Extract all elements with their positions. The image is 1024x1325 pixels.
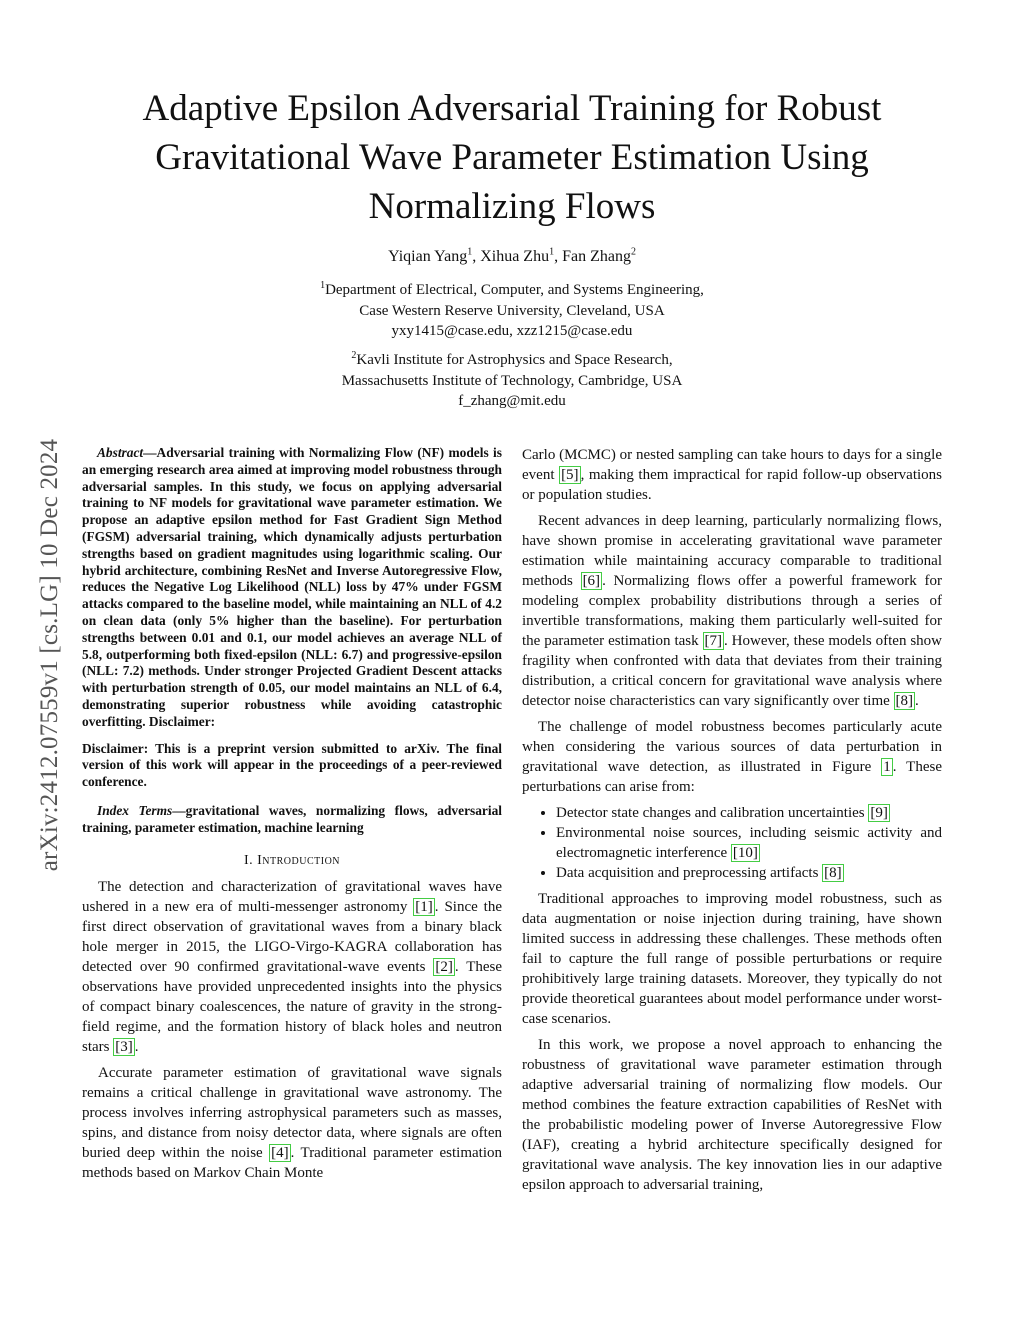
citation-link[interactable]: [8] [895, 693, 914, 709]
text-run: , making them impractical for rapid follow-up observations or population studies. [522, 467, 943, 503]
list-item-text: Environmental noise sources, including seismic activity and electromagnetic interference [556, 825, 942, 861]
author-name: Yiqian Yang [388, 248, 468, 265]
text-run: . These perturbations can arise from: [522, 759, 942, 795]
arxiv-identifier[interactable]: arXiv:2412.07559v1 [cs.LG] 10 Dec 2024 [36, 438, 63, 872]
list-item [556, 823, 942, 863]
abstract-label: Abstract [97, 445, 144, 460]
intro-paragraph-1 [82, 877, 502, 1057]
title-line: Gravitational Wave Parameter Estimation Using [155, 137, 869, 178]
affiliation-1 [80, 280, 944, 342]
list-item-text: Data acquisition and preprocessing artifacts [556, 865, 823, 881]
affiliation-mark: 2 [351, 350, 357, 361]
citation-link[interactable]: [9] [870, 805, 888, 821]
affiliation-email: yxy1415@case.edu, xzz1215@case.edu [391, 323, 633, 339]
abstract [82, 445, 502, 731]
right-column [522, 445, 942, 1201]
author-list: Yiqian Yang$^1$, Xihua Zhu$^1$, Fan Zhang$^2$ [388, 246, 636, 265]
author-name: Fan Zhang [562, 248, 631, 265]
title-line: Adaptive Epsilon Adversarial Training for Robust [142, 88, 882, 129]
text-run: Recent advances in deep learning, particularly normalizing flows, have shown promise in accelerating gravitational wave parameter estimation while maintaining accuracy comparable to traditional methods [522, 513, 942, 589]
text-run: . These observations have provided unprecedented insights into the physics of compact binary coalescences, the nature of gravity in the strong-field regime, and the formation history of black holes and neutron stars [82, 958, 503, 1055]
list-item [556, 863, 942, 883]
affiliation-line: Case Western Reserve University, Cleveland, USA [359, 302, 665, 319]
citation-link[interactable]: [1] [415, 898, 433, 915]
affiliation-email: f_zhang@mit.edu [458, 393, 566, 409]
index-terms-text: —gravitational waves, normalizing flows, adversarial training, parameter estimation, machine learning [82, 802, 502, 835]
affiliation-line: Kavli Institute for Astrophysics and Space Research, [356, 352, 673, 368]
abstract-text: —Adversarial training with Normalizing Flow (NF) models is an emerging research area aimed at improving model robustness through adversarial samples. In this study, we focus on applying adversarial training to NF models for gravitational wave parameter estimation. We propose an adaptive epsilon method for Fast Gradient Sign Method (FGSM) adversarial training, which dynamically adjusts perturbation strengths based on gradient magnitudes using logarithmic scaling. Our hybrid architecture, combining ResNet and Inverse Autoregressive Flow, reduces the Negative Log Likelihood (NLL) loss by 47% under FGSM attacks compared to the baseline model, while maintaining an NLL of 4.2 on clean data (only 5% higher than the baseline). For perturbation strengths between 0.01 and 0.1, our model achieves an average NLL of 5.8, outperforming both fixed-epsilon (NLL: 6.7) and progressive-epsilon (NLL: 7.2) methods. Under stronger Projected Gradient Descent attacks with perturbation strength of 0.05, our model maintains an NLL of 6.4, demonstrating superior robustness while avoiding catastrophic overfitting. Disclaimer: [82, 445, 502, 729]
citation-link[interactable]: [4] [271, 1144, 289, 1161]
left-column [82, 445, 502, 1189]
intro-paragraph-2 [82, 1063, 502, 1183]
affiliation-2 [80, 350, 944, 412]
author-affiliation-mark: 1 [549, 246, 555, 258]
citation-link[interactable]: [7] [704, 633, 723, 649]
citation-link[interactable]: [10] [732, 845, 758, 861]
affiliation-line: Department of Electrical, Computer, and Systems Engineering, [325, 282, 704, 298]
text-run: . [134, 1038, 139, 1055]
intro-paragraph-2-continued [522, 445, 942, 505]
text-run: The detection and characterization of gravitational waves have ushered in a new era of multi-messenger astronomy [82, 878, 502, 915]
citation-link[interactable]: [2] [435, 958, 453, 975]
text-run: Carlo (MCMC) or nested sampling can take hours to days for a single event [522, 447, 942, 483]
text-run: . Since the first direct observation of gravitational waves from a binary black hole merger in 2015, the LIGO-Virgo-KAGRA collaboration has detected over 90 confirmed gravitational-wave events [82, 898, 503, 975]
text-run: . However, these models often show fragility when confronted with data that deviates from their training distribution, a critical concern for gravitational wave analysis where detector noise characteristics can vary significantly over time [522, 633, 943, 709]
citation-link[interactable]: [6] [582, 573, 601, 589]
section-numeral: I. [243, 852, 258, 868]
text-run: . Traditional parameter estimation methods based on Markov Chain Monte [82, 1144, 502, 1181]
index-terms [82, 803, 502, 837]
section-heading-introduction [82, 851, 502, 871]
text-run: Accurate parameter estimation of gravitational wave signals remains a critical challenge in gravitational wave astronomy. The process involves inferring astrophysical parameters such as masses, spins, and distance from noisy detector data, where signals are often buried deep within the noise [82, 1064, 502, 1161]
perturbation-sources-list [522, 803, 942, 883]
affiliation-line: Massachusetts Institute of Technology, Cambridge, USA [341, 372, 683, 389]
list-item-text: Detector state changes and calibration uncertainties [556, 805, 869, 821]
citation-link[interactable]: [3] [115, 1038, 133, 1055]
author-affiliation-mark: 1 [467, 246, 473, 258]
text-run: The challenge of model robustness becomes particularly acute when considering the various sources of data perturbation in gravitational wave detection, as illustrated in Figure [522, 719, 942, 775]
figure-reference-link[interactable]: 1 [883, 759, 891, 775]
section-title: Introduction [257, 852, 341, 868]
intro-paragraph-3 [522, 511, 942, 711]
intro-paragraph-6: In this work, we propose a novel approach to enhancing the robustness of gravitational wave parameter estimation through adaptive adversarial training of normalizing flow models. Our method combines the feature extraction capabilities of ResNet with the probabilistic modeling power of Inverse Autoregressive Flow (IAF), creating a hybrid architecture specifically designed for gravitational wave analysis. The key innovation lies in our adaptive epsilon approach to adversarial training, [522, 1037, 942, 1193]
text-run: . Normalizing flows offer a powerful framework for modeling complex probability distributions through a series of invertible transformations, making them particularly well-suited for the parameter estimation task [522, 573, 942, 649]
paper-title [80, 84, 944, 231]
intro-paragraph-5: Traditional approaches to improving model robustness, such as data augmentation or noise injection during training, have shown limited success in addressing these challenges. These methods often fail to capture the full range of possible perturbations or require prohibitively large training datasets. Moreover, they typically do not provide theoretical guarantees about model performance under worst-case scenarios. [522, 891, 942, 1027]
title-line: Normalizing Flows [368, 186, 656, 227]
intro-paragraph-4 [522, 717, 942, 797]
citation-link[interactable]: [8] [824, 865, 842, 881]
author-affiliation-mark: 2 [630, 246, 636, 258]
affiliation-mark: 1 [320, 280, 326, 291]
author-name: Xihua Zhu [480, 248, 550, 265]
text-run: . [915, 693, 919, 709]
citation-link[interactable]: [5] [561, 467, 579, 483]
index-terms-label: Index Terms [97, 802, 173, 818]
disclaimer: Disclaimer: This is a preprint version submitted to arXiv. The final version of this work will appear in the proceedings of a peer-reviewed conference. [82, 740, 502, 790]
list-item [556, 803, 942, 823]
